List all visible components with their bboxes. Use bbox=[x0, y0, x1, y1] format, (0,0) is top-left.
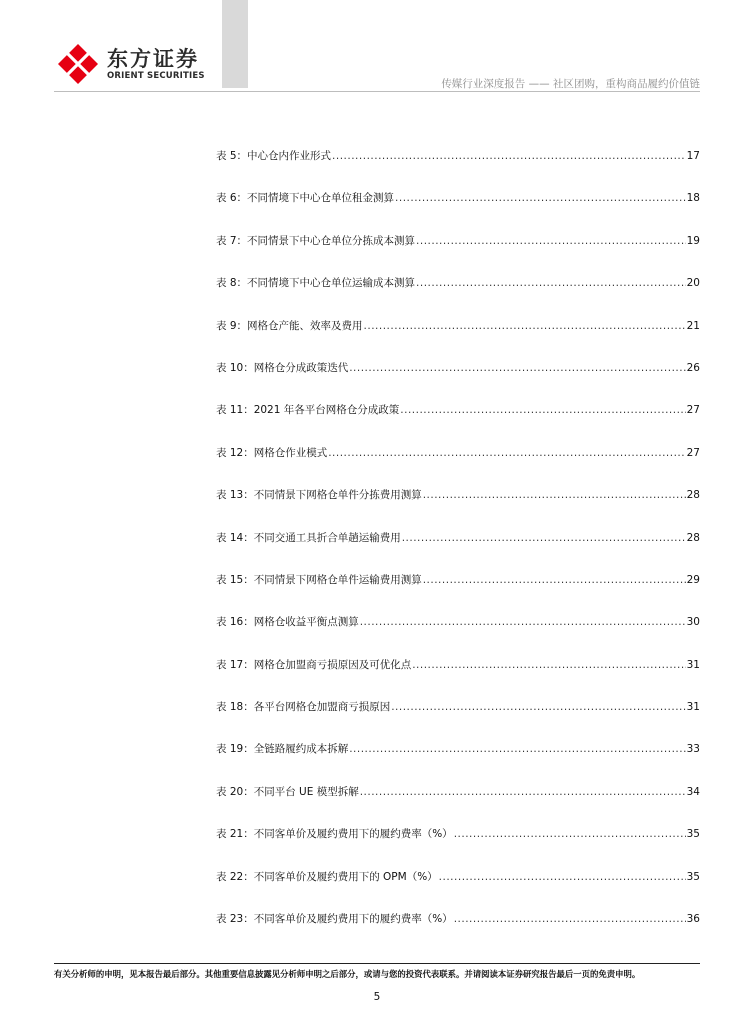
toc-entry[interactable] bbox=[216, 742, 700, 784]
toc-entry-label: 表 8：不同情境下中心仓单位运输成本测算 bbox=[216, 277, 416, 290]
toc-entry[interactable] bbox=[216, 531, 700, 573]
toc-leader-dots bbox=[412, 658, 685, 672]
toc-entry-page: 34 bbox=[686, 785, 700, 798]
toc-entry[interactable] bbox=[216, 403, 700, 445]
toc-entry-label: 表 20：不同平台 UE 模型拆解 bbox=[216, 785, 359, 798]
toc-entry[interactable] bbox=[216, 276, 700, 318]
toc-leader-dots bbox=[454, 912, 686, 926]
toc-entry-page: 29 bbox=[686, 573, 700, 586]
toc-leader-dots bbox=[416, 234, 686, 248]
toc-entry[interactable] bbox=[216, 870, 700, 912]
toc-leader-dots bbox=[423, 573, 686, 587]
toc-entry-label: 表 10：网格仓分成政策迭代 bbox=[216, 361, 349, 374]
toc-entry-label: 表 5：中心仓内作业形式 bbox=[216, 150, 332, 162]
toc-leader-dots bbox=[364, 319, 686, 333]
toc-leader-dots bbox=[439, 870, 686, 884]
toc-entry-page: 27 bbox=[686, 446, 700, 459]
toc-entry[interactable] bbox=[216, 191, 700, 233]
toc-leader-dots bbox=[360, 785, 686, 799]
toc-entry[interactable] bbox=[216, 361, 700, 403]
toc-entry-label: 表 14：不同交通工具折合单趟运输费用 bbox=[216, 531, 401, 544]
footer-divider bbox=[54, 963, 700, 964]
toc-leader-dots bbox=[360, 615, 686, 629]
toc-leader-dots bbox=[416, 276, 686, 290]
toc-entry-label: 表 22：不同客单价及履约费用下的 OPM（%） bbox=[216, 870, 438, 883]
toc-entry-label: 表 23：不同客单价及履约费用下的履约费率（%） bbox=[216, 913, 453, 926]
toc-entry-page: 31 bbox=[686, 658, 700, 671]
toc-entry-page: 21 bbox=[686, 319, 700, 332]
report-title: 传媒行业深度报告 —— 社区团购，重构商品履约价值链 bbox=[441, 78, 700, 90]
toc-entry-label: 表 17：网格仓加盟商亏损原因及可优化点 bbox=[216, 658, 412, 671]
toc-entry-label: 表 21：不同客单价及履约费用下的履约费率（%） bbox=[216, 828, 453, 841]
toc-leader-dots bbox=[395, 191, 686, 205]
toc-entry-page: 28 bbox=[686, 489, 700, 502]
footer-disclaimer: 有关分析师的申明，见本报告最后部分。其他重要信息披露见分析师申明之后部分，或请与您的投资代表联系。并请阅读本证券研究报告最后一页的免责申明。 bbox=[54, 969, 641, 979]
toc-leader-dots bbox=[332, 149, 686, 163]
toc-leader-dots bbox=[423, 488, 686, 502]
toc-entry[interactable] bbox=[216, 319, 700, 361]
toc-entry[interactable] bbox=[216, 149, 700, 191]
header-divider bbox=[54, 91, 700, 92]
toc-entry-page: 17 bbox=[686, 150, 700, 162]
toc-entry-page: 27 bbox=[686, 404, 700, 417]
toc-entry-page: 35 bbox=[686, 828, 700, 841]
toc-leader-dots bbox=[349, 742, 685, 756]
toc-entry-label: 表 12：网格仓作业模式 bbox=[216, 446, 328, 459]
toc-leader-dots bbox=[349, 361, 685, 375]
toc-entry[interactable] bbox=[216, 912, 700, 954]
toc-entry-label: 表 9：网格仓产能、效率及费用 bbox=[216, 319, 363, 332]
toc-entry-page: 19 bbox=[686, 234, 700, 247]
toc-entry-page: 36 bbox=[686, 913, 700, 926]
table-of-contents bbox=[216, 149, 700, 954]
toc-entry-label: 表 13：不同情景下网格仓单件分拣费用测算 bbox=[216, 489, 422, 502]
toc-entry-label: 表 15：不同情景下网格仓单件运输费用测算 bbox=[216, 573, 422, 586]
toc-entry[interactable] bbox=[216, 615, 700, 657]
toc-leader-dots bbox=[328, 446, 685, 460]
toc-entry-page: 31 bbox=[686, 701, 700, 714]
toc-entry-page: 26 bbox=[686, 361, 700, 374]
toc-entry[interactable] bbox=[216, 785, 700, 827]
toc-entry-label: 表 11：2021 年各平台网格仓分成政策 bbox=[216, 404, 400, 417]
toc-entry-page: 35 bbox=[686, 870, 700, 883]
toc-leader-dots bbox=[454, 827, 686, 841]
brand-name-cn: 东方证券 bbox=[107, 46, 199, 71]
toc-entry-page: 33 bbox=[686, 743, 700, 756]
toc-entry[interactable] bbox=[216, 827, 700, 869]
toc-entry[interactable] bbox=[216, 573, 700, 615]
toc-entry-label: 表 6：不同情境下中心仓单位租金测算 bbox=[216, 192, 395, 205]
brand-logo bbox=[56, 42, 205, 86]
toc-entry-label: 表 18：各平台网格仓加盟商亏损原因 bbox=[216, 701, 391, 714]
toc-entry-page: 20 bbox=[686, 277, 700, 290]
toc-entry-label: 表 19：全链路履约成本拆解 bbox=[216, 743, 349, 756]
page-number: 5 bbox=[373, 991, 381, 1003]
toc-leader-dots bbox=[400, 403, 685, 417]
toc-leader-dots bbox=[391, 700, 685, 714]
toc-entry[interactable] bbox=[216, 700, 700, 742]
toc-entry-page: 28 bbox=[686, 531, 700, 544]
toc-entry[interactable] bbox=[216, 234, 700, 276]
toc-entry-page: 30 bbox=[686, 616, 700, 629]
header-gray-bar bbox=[222, 0, 248, 88]
toc-entry[interactable] bbox=[216, 446, 700, 488]
toc-entry-label: 表 7：不同情景下中心仓单位分拣成本测算 bbox=[216, 234, 416, 247]
brand-name-en: ORIENT SECURITIES bbox=[107, 70, 205, 81]
orient-securities-logo-icon bbox=[56, 42, 100, 86]
toc-entry[interactable] bbox=[216, 488, 700, 530]
toc-leader-dots bbox=[402, 531, 686, 545]
toc-entry[interactable] bbox=[216, 658, 700, 700]
toc-entry-label: 表 16：网格仓收益平衡点测算 bbox=[216, 616, 359, 629]
toc-entry-page: 18 bbox=[686, 192, 700, 205]
